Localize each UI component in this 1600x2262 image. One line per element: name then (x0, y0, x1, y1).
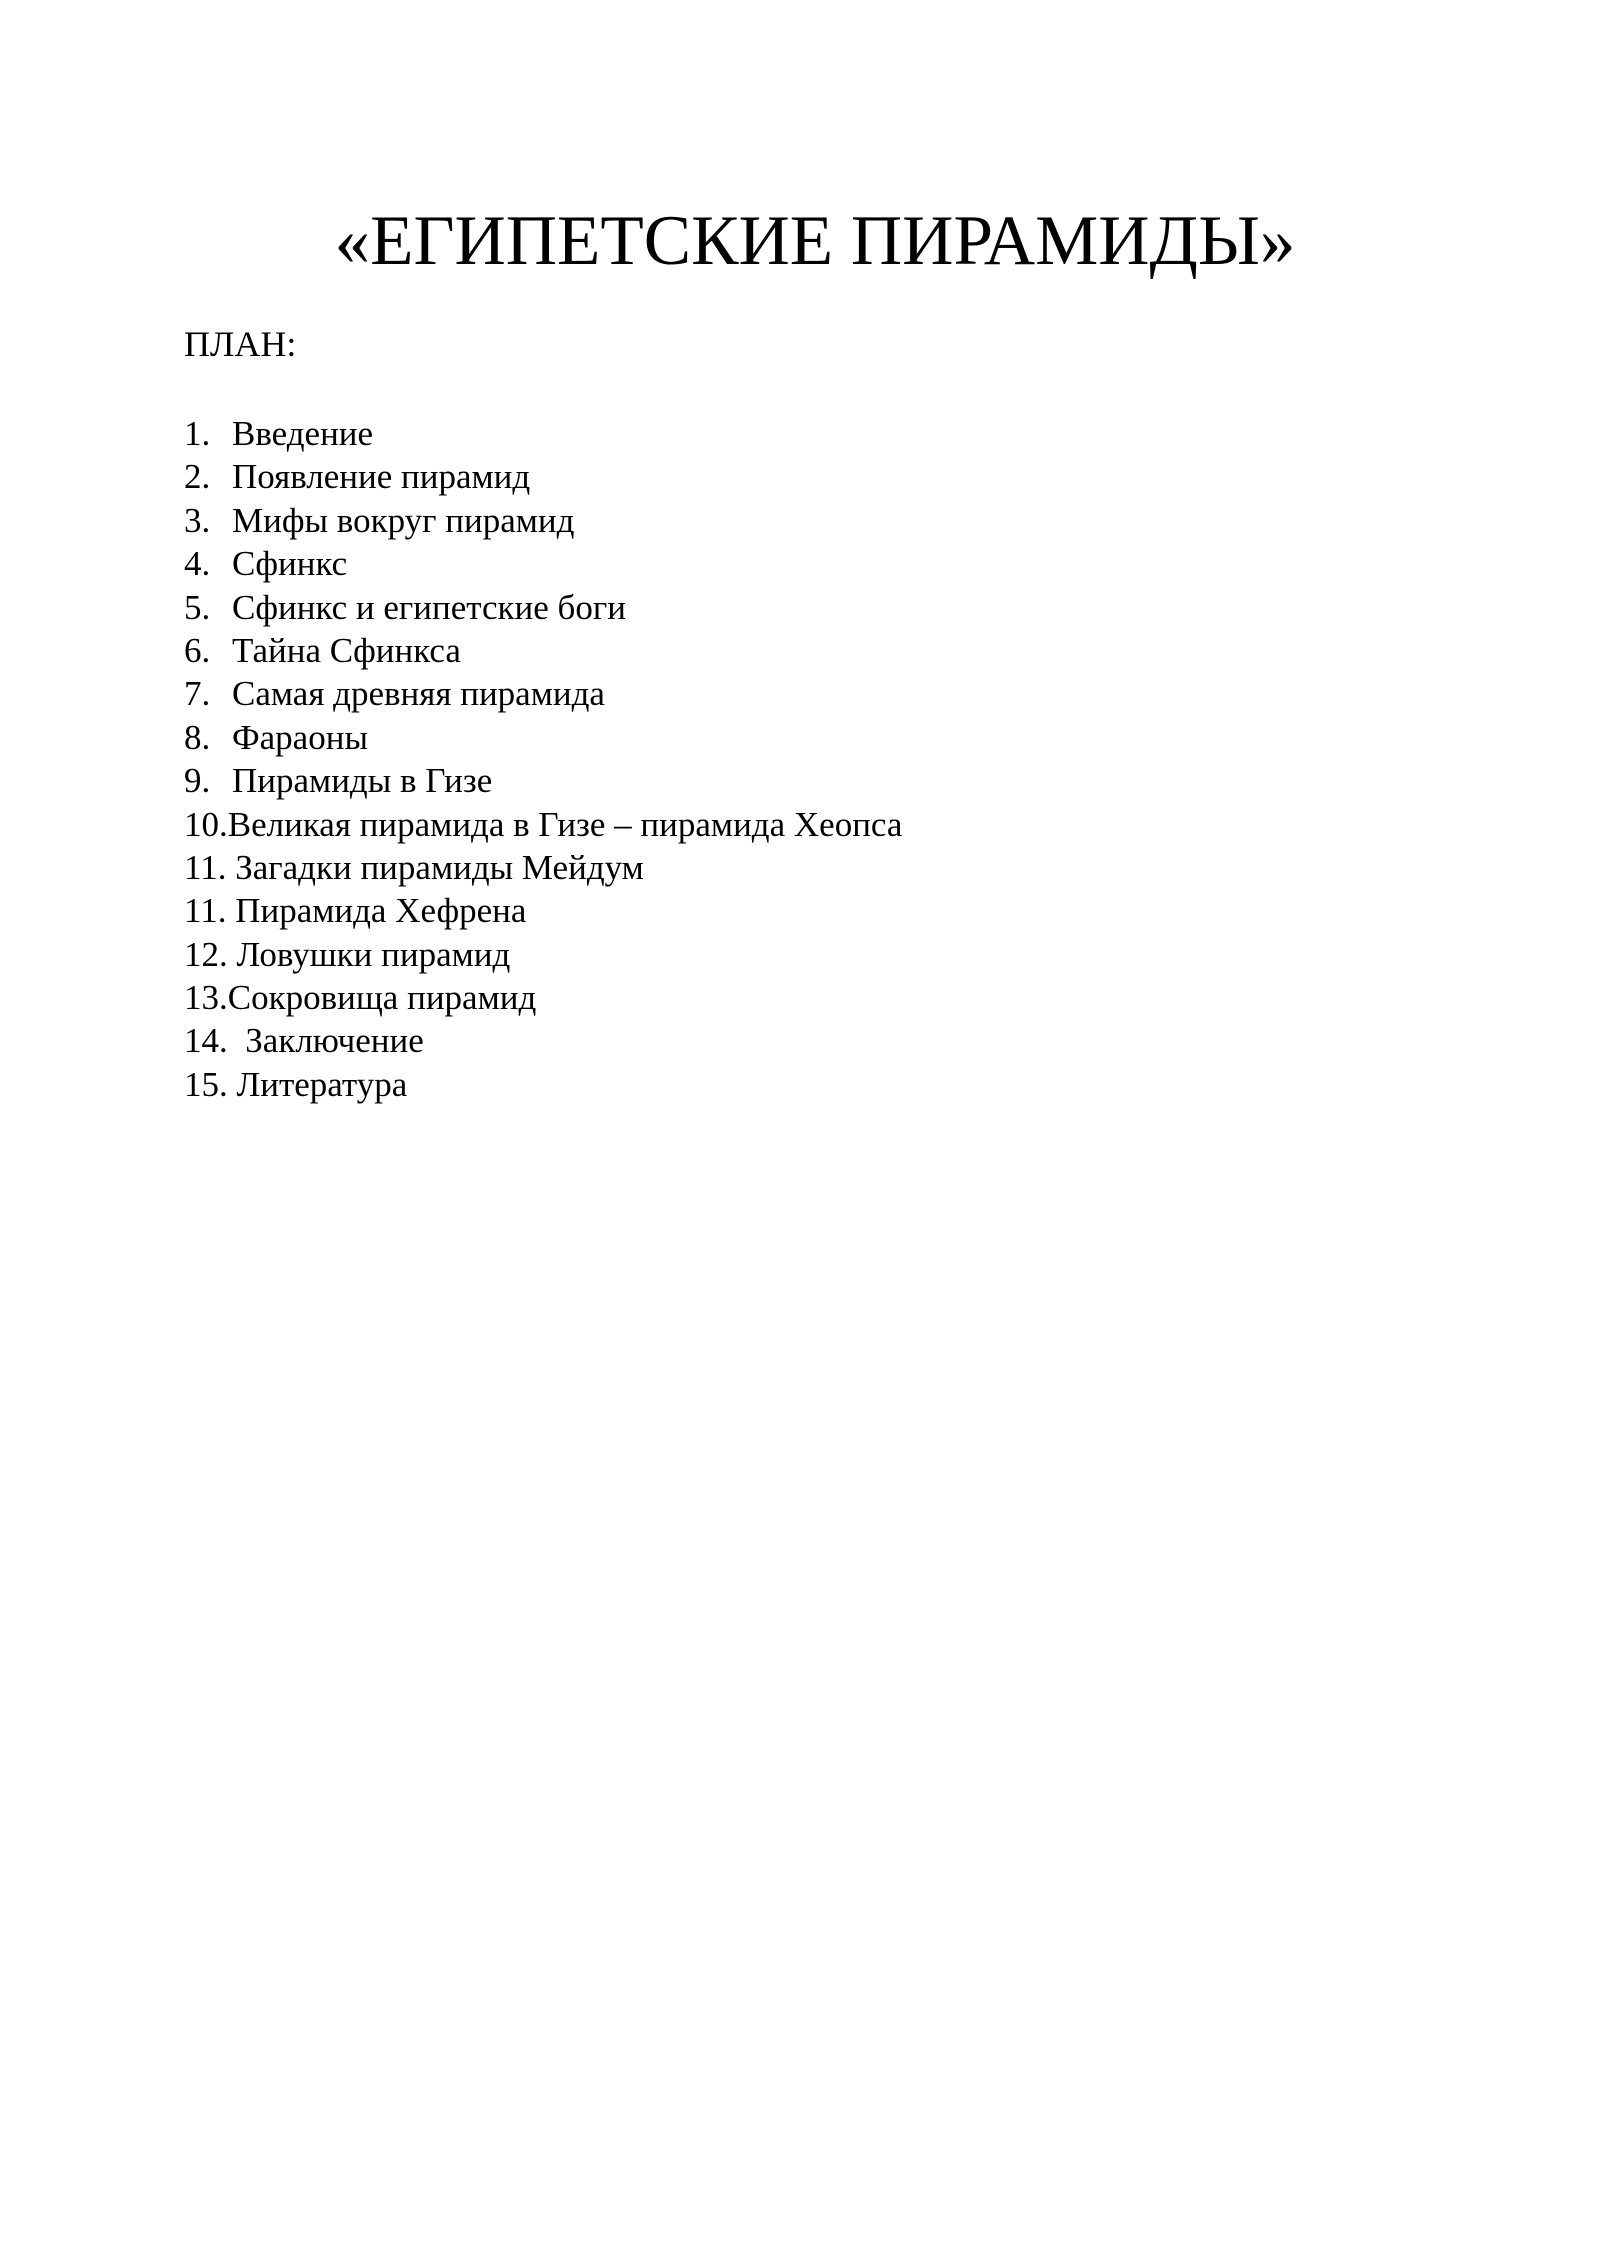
plan-item-text: Самая древняя пирамида (232, 674, 605, 714)
plan-item-number: 8. (184, 717, 211, 757)
plan-item-text: Введение (232, 414, 374, 453)
document-title: «ЕГИПЕТСКИЕ ПИРАМИДЫ» (334, 202, 1296, 280)
plan-item-number: 3. (184, 500, 211, 540)
plan-item (184, 1063, 902, 1106)
plan-item (184, 716, 902, 759)
plan-list (184, 412, 902, 1106)
plan-item-text: Заключение (236, 1021, 424, 1061)
plan-item (184, 759, 902, 802)
plan-item-text: Появление пирамид (232, 457, 531, 497)
plan-item-text: Сфинкс и египетские боги (232, 587, 626, 627)
plan-item-text: Сокровища пирамид (227, 978, 537, 1018)
plan-item-number: 14. (184, 1021, 237, 1061)
plan-item-text: Ловушки пирамид (236, 934, 511, 974)
plan-item-text: Великая пирамида в Гизе – пирамида Хеопса (227, 804, 903, 844)
plan-item (184, 976, 902, 1019)
plan-item-number: 7. (184, 674, 211, 714)
plan-item-text: Загадки пирамиды Мейдум (235, 847, 644, 887)
plan-item (184, 499, 902, 542)
plan-item (184, 846, 902, 889)
plan-item-text: Мифы вокруг пирамид (232, 500, 575, 540)
plan-item-number: 11. (184, 891, 236, 931)
plan-item-text: Фараоны (232, 717, 368, 757)
plan-item (184, 455, 902, 498)
plan-item-text: Пирамида Хефрена (235, 891, 527, 931)
plan-item-number: 4. (184, 544, 211, 584)
plan-item-number: 5. (184, 587, 211, 627)
plan-item-number: 13. (184, 978, 228, 1018)
plan-item (184, 933, 902, 976)
plan-item-text: Сфинкс (232, 544, 348, 584)
plan-heading: ПЛАН: (184, 324, 297, 364)
plan-item-number: 2. (184, 457, 211, 497)
plan-item-number: 12. (184, 934, 237, 974)
plan-item-text: Пирамиды в Гизе (232, 761, 493, 801)
plan-item-number: 10. (184, 804, 228, 844)
plan-item-number: 6. (184, 630, 211, 670)
plan-item (184, 1019, 902, 1062)
plan-item (184, 889, 902, 932)
plan-item (184, 412, 902, 455)
plan-item (184, 803, 902, 846)
plan-item-number: 11. (184, 847, 236, 887)
plan-item (184, 586, 902, 629)
plan-item-text: Литература (236, 1064, 408, 1104)
plan-item (184, 629, 902, 672)
plan-item-number: 9. (184, 761, 211, 801)
plan-item-number: 1. (184, 414, 211, 453)
plan-item-number: 15. (184, 1064, 237, 1104)
plan-item-text: Тайна Сфинкса (232, 630, 461, 670)
plan-item (184, 542, 902, 585)
plan-item (184, 672, 902, 715)
